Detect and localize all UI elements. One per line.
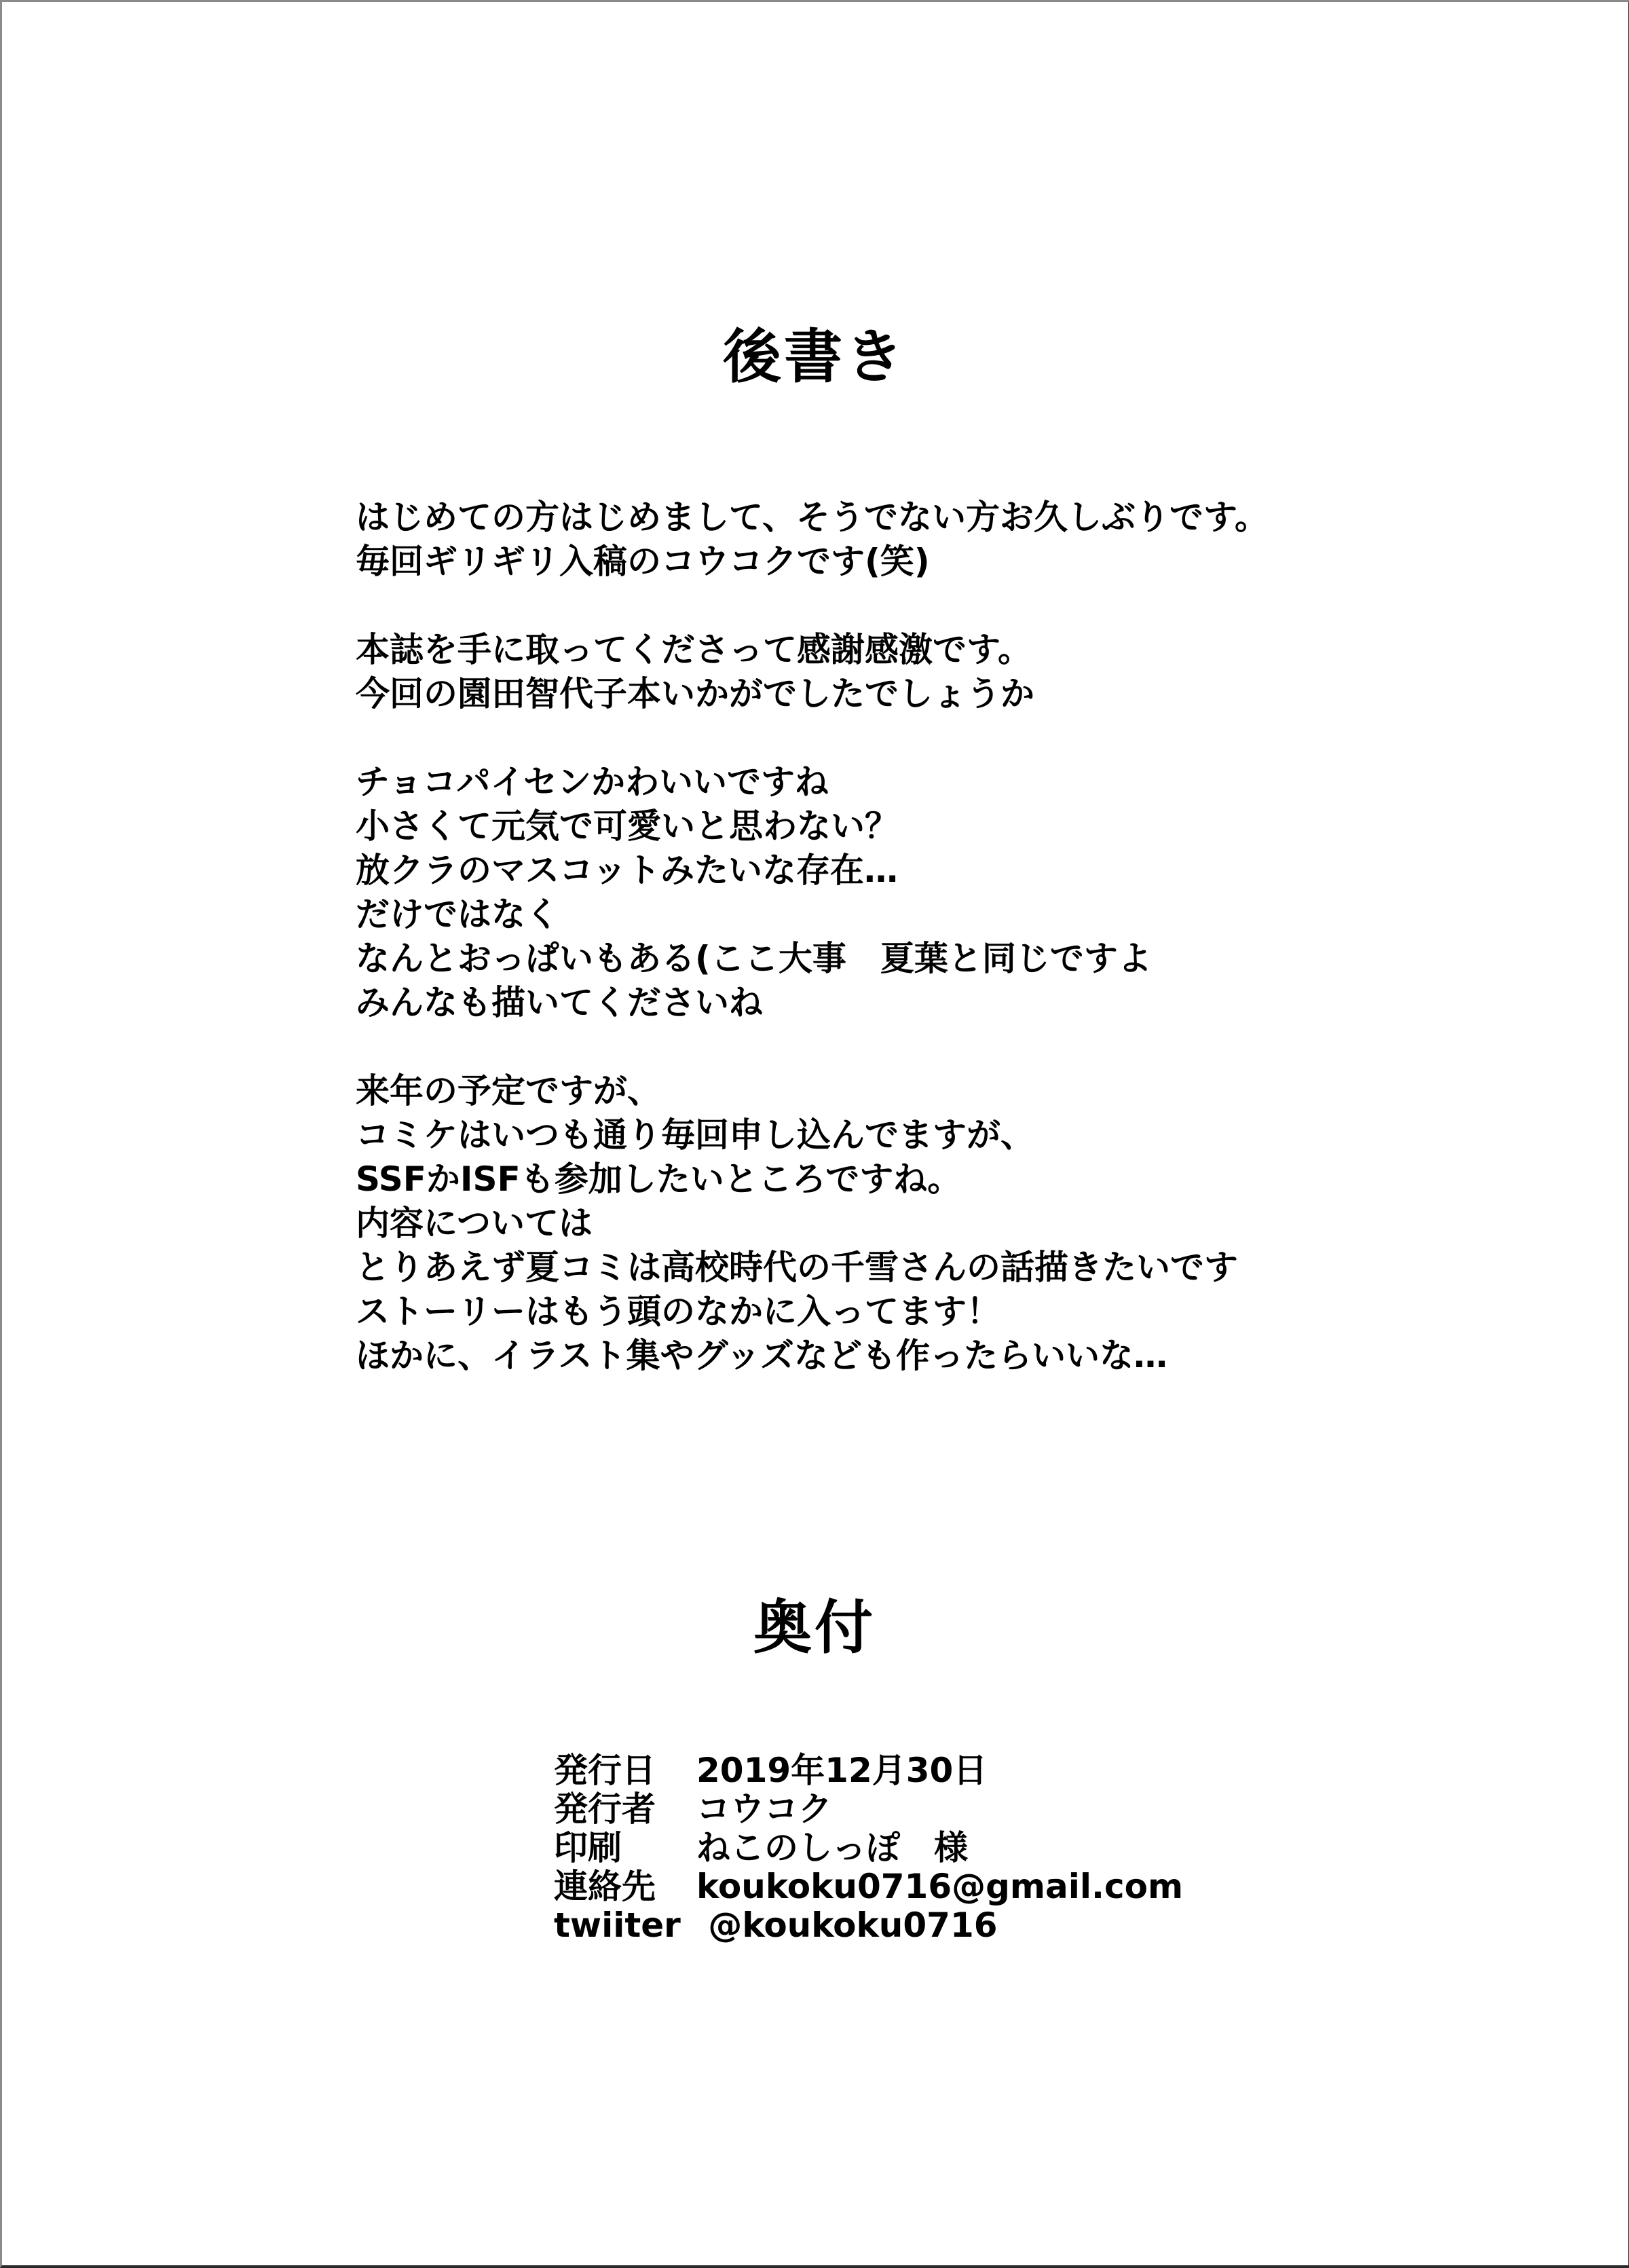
afterword-line: ほかに、イラスト集やグッズなども作ったらいいな… xyxy=(356,1336,1167,1375)
afterword-body xyxy=(356,496,1442,1378)
paragraph-gap xyxy=(356,584,1442,628)
colophon-label: 発行日 xyxy=(554,1751,656,1790)
colophon-label: twiiter xyxy=(554,1906,681,1945)
colophon-value: コウコク xyxy=(696,1789,832,1829)
colophon-table xyxy=(554,1751,1183,1945)
paragraph-gap xyxy=(356,1025,1442,1069)
paragraph-gap xyxy=(356,716,1442,760)
colophon-value: ねこのしっぽ 様 xyxy=(696,1828,968,1867)
colophon-row-twitter xyxy=(554,1906,1183,1945)
colophon-label: 発行者 xyxy=(554,1789,656,1829)
afterword-line: SSFかISFも参加したいところですね。 xyxy=(356,1159,962,1199)
colophon-row-publisher xyxy=(554,1790,1183,1829)
afterword-line: 来年の予定ですが、 xyxy=(356,1071,661,1111)
afterword-line: コミケはいつも通り毎回申し込んでますが、 xyxy=(356,1115,1034,1155)
colophon-row-printer xyxy=(554,1829,1183,1867)
afterword-line: 今回の園田智代子本いかがでしたでしょうか xyxy=(356,674,1034,713)
afterword-line: 放クラのマスコットみたいな存在… xyxy=(356,851,898,890)
afterword-title: 後書き xyxy=(723,323,906,391)
colophon-label: 印刷 xyxy=(554,1828,622,1867)
afterword-line: 本誌を手に取ってくださって感謝感激です。 xyxy=(356,630,1032,669)
afterword-line: だけではなく xyxy=(356,895,559,934)
colophon-row-contact xyxy=(554,1867,1183,1906)
afterword-line: 小さくて元気で可愛いと思わない？ xyxy=(356,806,899,846)
colophon-value: koukoku0716@gmail.com xyxy=(696,1867,1184,1906)
afterword-line: とりあえず夏コミは高校時代の千雪さんの話描きたいです xyxy=(356,1248,1238,1287)
afterword-line: はじめての方はじめまして、そうでない方お久しぶりです。 xyxy=(356,498,1269,537)
colophon-value: @koukoku0716 xyxy=(696,1906,998,1945)
afterword-line: ストーリーはもう頭のなかに入ってます！ xyxy=(356,1292,1000,1331)
afterword-line: 毎回ギリギリ入稿のコウコクです(笑) xyxy=(356,542,930,581)
afterword-line: 内容については xyxy=(356,1204,593,1243)
colophon-row-issue-date xyxy=(554,1751,1183,1790)
afterword-line: なんとおっぱいもある(ここ大事 夏葉と同じですよ xyxy=(356,939,1152,978)
afterword-line: チョコパイセンかわいいですね xyxy=(356,762,829,802)
colophon-label: 連絡先 xyxy=(554,1867,656,1906)
colophon-value: 2019年12月30日 xyxy=(696,1751,988,1790)
afterword-line: みんなも描いてくださいね xyxy=(356,983,763,1022)
colophon-title: 奥付 xyxy=(753,1594,876,1662)
